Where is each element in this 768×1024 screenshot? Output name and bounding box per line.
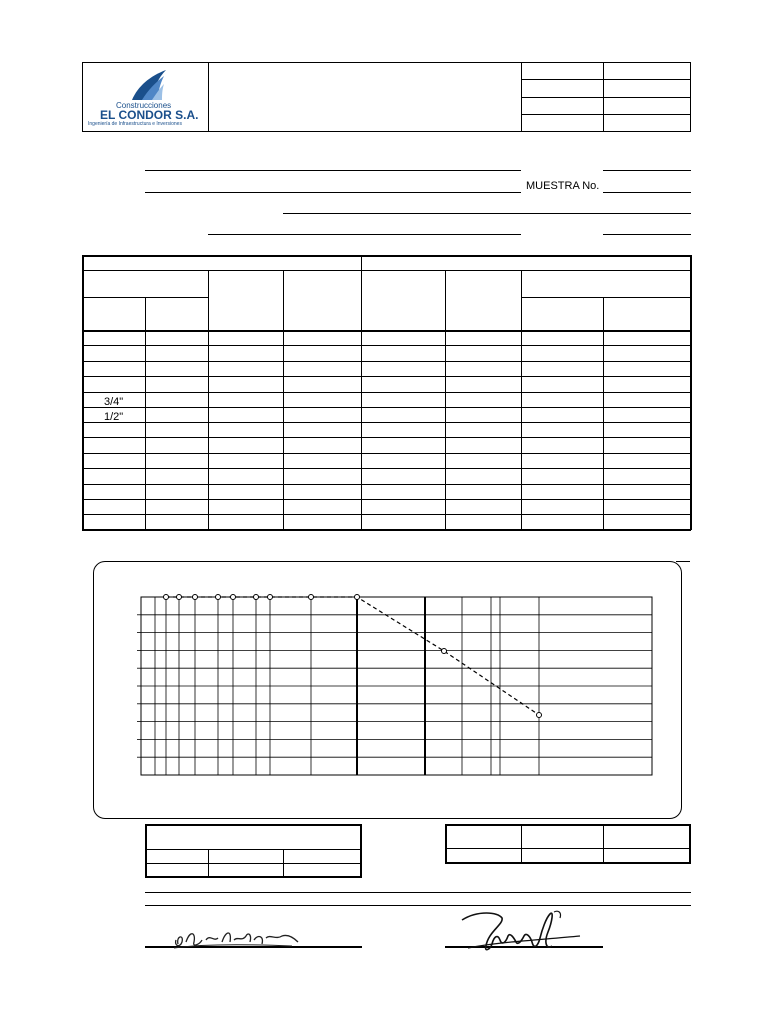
table-col [445,270,446,530]
sieve-label-1-2: 1/2" [104,411,124,423]
table-row-line [82,376,691,377]
table-header-split [361,255,362,271]
table-col [208,270,209,530]
sieve-label-3-4: 3/4" [104,396,124,408]
company-tagline: Ingeniería de Infraestructura e Inversiones [88,121,182,127]
table-col [283,270,284,530]
table-header-line [82,270,691,271]
summary-right-col [603,824,604,864]
company-logo [86,66,204,128]
table-header-sub [603,297,604,331]
header-row-line [521,114,691,115]
section-divider [676,561,690,562]
condor-wing-icon [128,68,168,102]
table-header-bottom [82,330,691,332]
table-row-line [82,484,691,485]
table-row-line [82,499,691,500]
observations-line [145,892,691,893]
summary-table-right [445,824,691,864]
table-bottom [82,529,691,531]
table-row-line [82,345,691,346]
summary-left-col [283,849,284,877]
table-col [145,330,146,530]
form-line [145,192,521,193]
header-row-line [521,97,691,98]
observations-line [145,905,691,906]
muestra-label: MUESTRA No. [526,180,600,192]
muestra-field-line [603,192,691,193]
table-row-line [82,468,691,469]
table-row-line [82,407,691,408]
summary-left-line [145,849,362,850]
table-row-line [82,453,691,454]
table-top [82,255,691,257]
form-line [283,213,691,214]
table-row-line [82,361,691,362]
header-divider-logo [208,62,209,132]
handwritten-signature-icon [172,922,302,952]
header-row-line [521,79,691,80]
summary-left-col [208,849,209,877]
company-line1: Construcciones [116,101,172,110]
table-header-line [521,297,691,298]
summary-right-col [521,824,522,864]
form-line [603,234,691,235]
table-col [603,330,604,530]
table-header-sub [145,297,146,331]
company-name: EL CONDOR S.A. [100,108,199,122]
table-col [361,270,362,530]
form-line [208,234,521,235]
summary-table-left [145,824,362,878]
table-row-line [82,392,691,393]
summary-left-line [145,863,362,864]
handwritten-signature-icon [458,906,588,956]
table-row-line [82,437,691,438]
table-col [521,270,522,530]
table-row-line [82,422,691,423]
table-row-line [82,514,691,515]
summary-right-line [445,848,691,849]
grading-curve-panel [93,561,682,819]
form-line [603,170,691,171]
form-line [145,170,521,171]
